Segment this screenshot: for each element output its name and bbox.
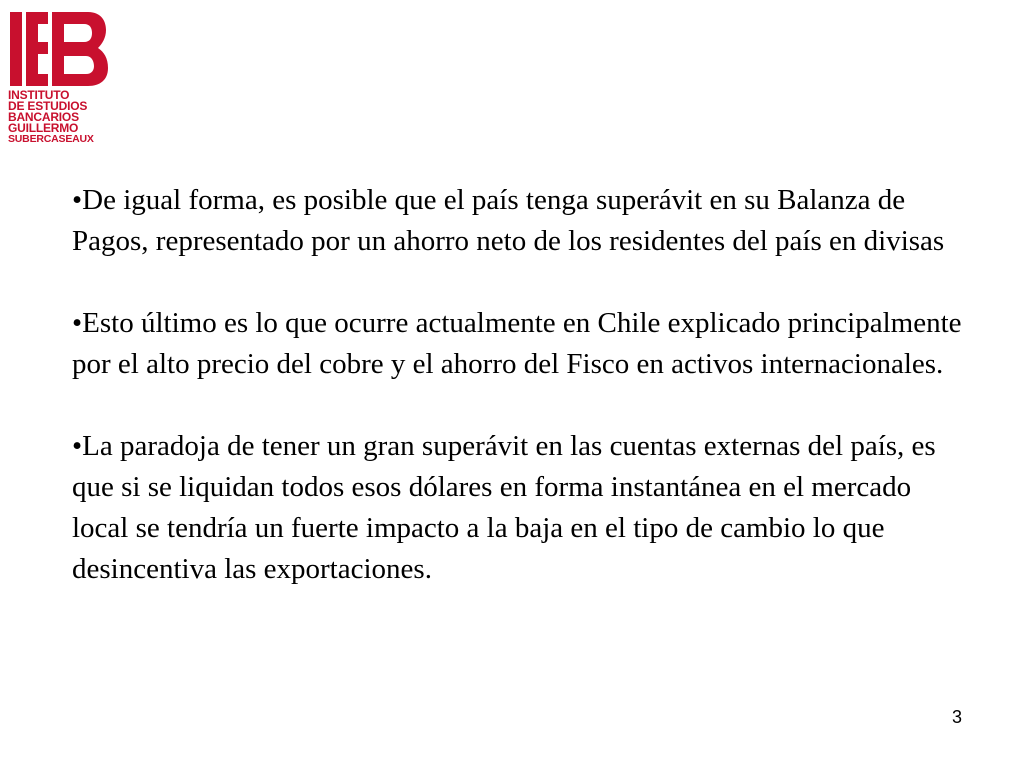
logo-line: DE ESTUDIOS [8,99,88,113]
logo-text [8,90,112,145]
logo-line: BANCARIOS [8,110,79,124]
institute-logo [8,10,112,145]
page-number: 3 [952,707,963,727]
slide-body [72,180,972,631]
bullet-text: De igual forma, es posible que el país tenga superávit en su Balanza de Pagos, representado por un ahorro neto de los residentes del país en divisas [72,184,945,257]
bullet-paragraph [72,303,972,385]
ieb-logo-icon [8,10,110,88]
bullet-paragraph [72,180,972,262]
logo-line: GUILLERMO [8,121,79,135]
bullet-marker: • [72,430,83,462]
logo-line: INSTITUTO [8,88,70,102]
logo-line: SUBERCASEAUX [8,133,94,145]
bullet-marker: • [72,307,83,339]
bullet-marker: • [72,184,83,216]
bullet-text: Esto último es lo que ocurre actualmente en Chile explicado principalmente por el alto precio del cobre y el ahorro del Fisco en activos internacionales. [72,307,962,380]
bullet-paragraph [72,426,972,590]
bullet-text: La paradoja de tener un gran superávit en las cuentas externas del país, es que si se liquidan todos esos dólares en forma instantánea en el mercado local se tendría un fuerte impacto a la baja en el tipo de cambio lo que desincentiva las exportaciones. [72,430,936,585]
